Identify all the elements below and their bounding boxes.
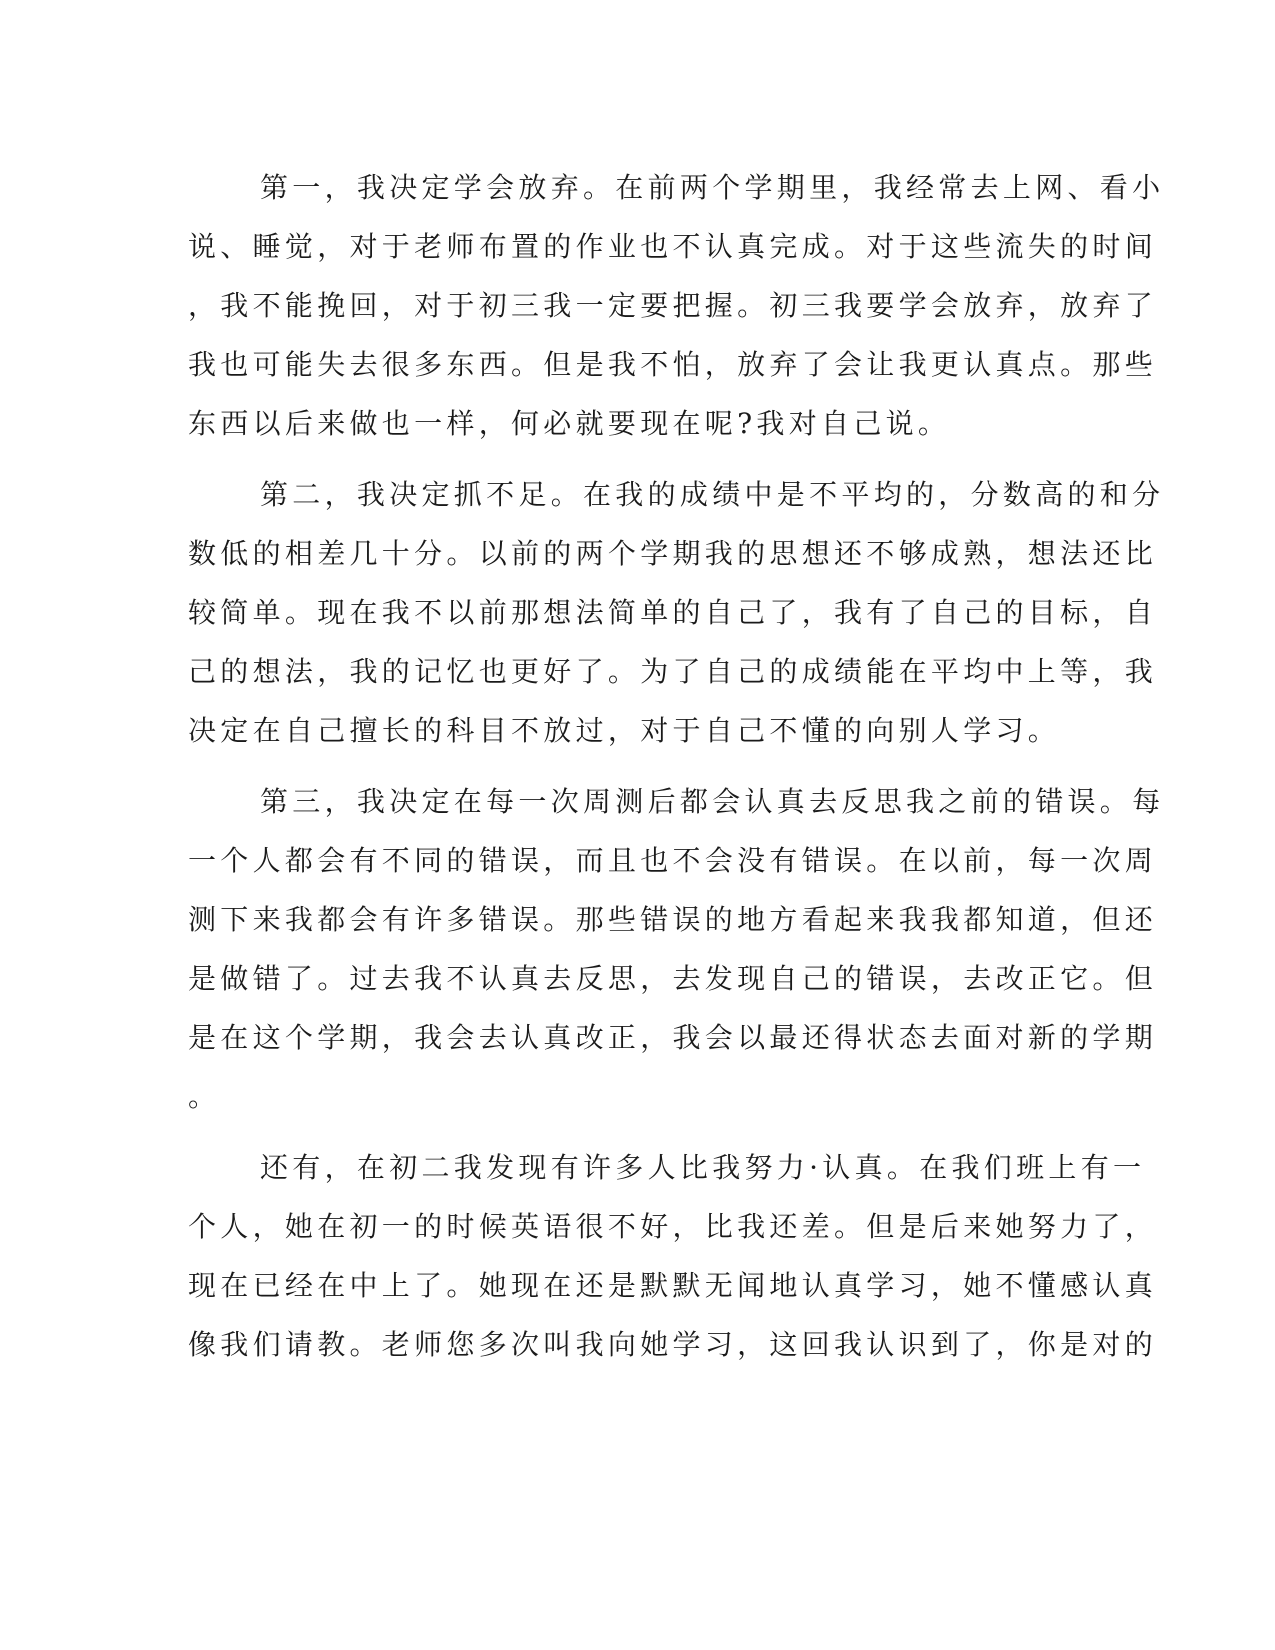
text-line: 是做错了。过去我不认真去反思，去发现自己的错误，去改正它。但 bbox=[188, 962, 1158, 995]
text-line: 测下来我都会有许多错误。那些错误的地方看起来我我都知道，但还 bbox=[188, 903, 1158, 936]
text-line: 像我们请教。老师您多次叫我向她学习，这回我认识到了，你是对的 bbox=[188, 1328, 1158, 1361]
text-line: 己的想法，我的记忆也更好了。为了自己的成绩能在平均中上等，我 bbox=[188, 655, 1158, 688]
text-line: 还有，在初二我发现有许多人比我努力·认真。在我们班上有一 bbox=[260, 1151, 1146, 1184]
text-line: 说、睡觉，对于老师布置的作业也不认真完成。对于这些流失的时间 bbox=[188, 230, 1158, 263]
text-line: 第一，我决定学会放弃。在前两个学期里，我经常去上网、看小 bbox=[260, 171, 1165, 204]
text-line: 决定在自己擅长的科目不放过，对于自己不懂的向别人学习。 bbox=[188, 714, 1061, 747]
paragraph-1 bbox=[188, 158, 1165, 453]
paragraph-2 bbox=[188, 465, 1165, 760]
text-line: 第三，我决定在每一次周测后都会认真去反思我之前的错误。每 bbox=[260, 785, 1165, 818]
text-line: 现在已经在中上了。她现在还是默默无闻地认真学习，她不懂感认真 bbox=[188, 1269, 1158, 1302]
paragraph-gap bbox=[188, 453, 1068, 465]
document-body bbox=[188, 158, 1165, 1374]
text-line: 第二，我决定抓不足。在我的成绩中是不平均的，分数高的和分 bbox=[260, 478, 1165, 511]
text-line: ，我不能挽回，对于初三我一定要把握。初三我要学会放弃，放弃了 bbox=[188, 289, 1158, 322]
paragraph-4 bbox=[188, 1138, 1158, 1374]
text-line: 数低的相差几十分。以前的两个学期我的思想还不够成熟，想法还比 bbox=[188, 537, 1158, 570]
text-line: 东西以后来做也一样，何必就要现在呢?我对自己说。 bbox=[188, 407, 951, 440]
text-line: 。 bbox=[188, 1080, 221, 1113]
paragraph-gap bbox=[188, 760, 1068, 772]
text-line: 是在这个学期，我会去认真改正，我会以最还得状态去面对新的学期 bbox=[188, 1021, 1158, 1054]
text-line: 我也可能失去很多东西。但是我不怕，放弃了会让我更认真点。那些 bbox=[188, 348, 1158, 381]
paragraph-3 bbox=[188, 772, 1165, 1126]
text-line: 一个人都会有不同的错误，而且也不会没有错误。在以前，每一次周 bbox=[188, 844, 1158, 877]
text-line: 个人，她在初一的时候英语很不好，比我还差。但是后来她努力了， bbox=[188, 1210, 1158, 1243]
text-line: 较简单。现在我不以前那想法简单的自己了，我有了自己的目标，自 bbox=[188, 596, 1158, 629]
paragraph-gap bbox=[188, 1126, 1068, 1138]
